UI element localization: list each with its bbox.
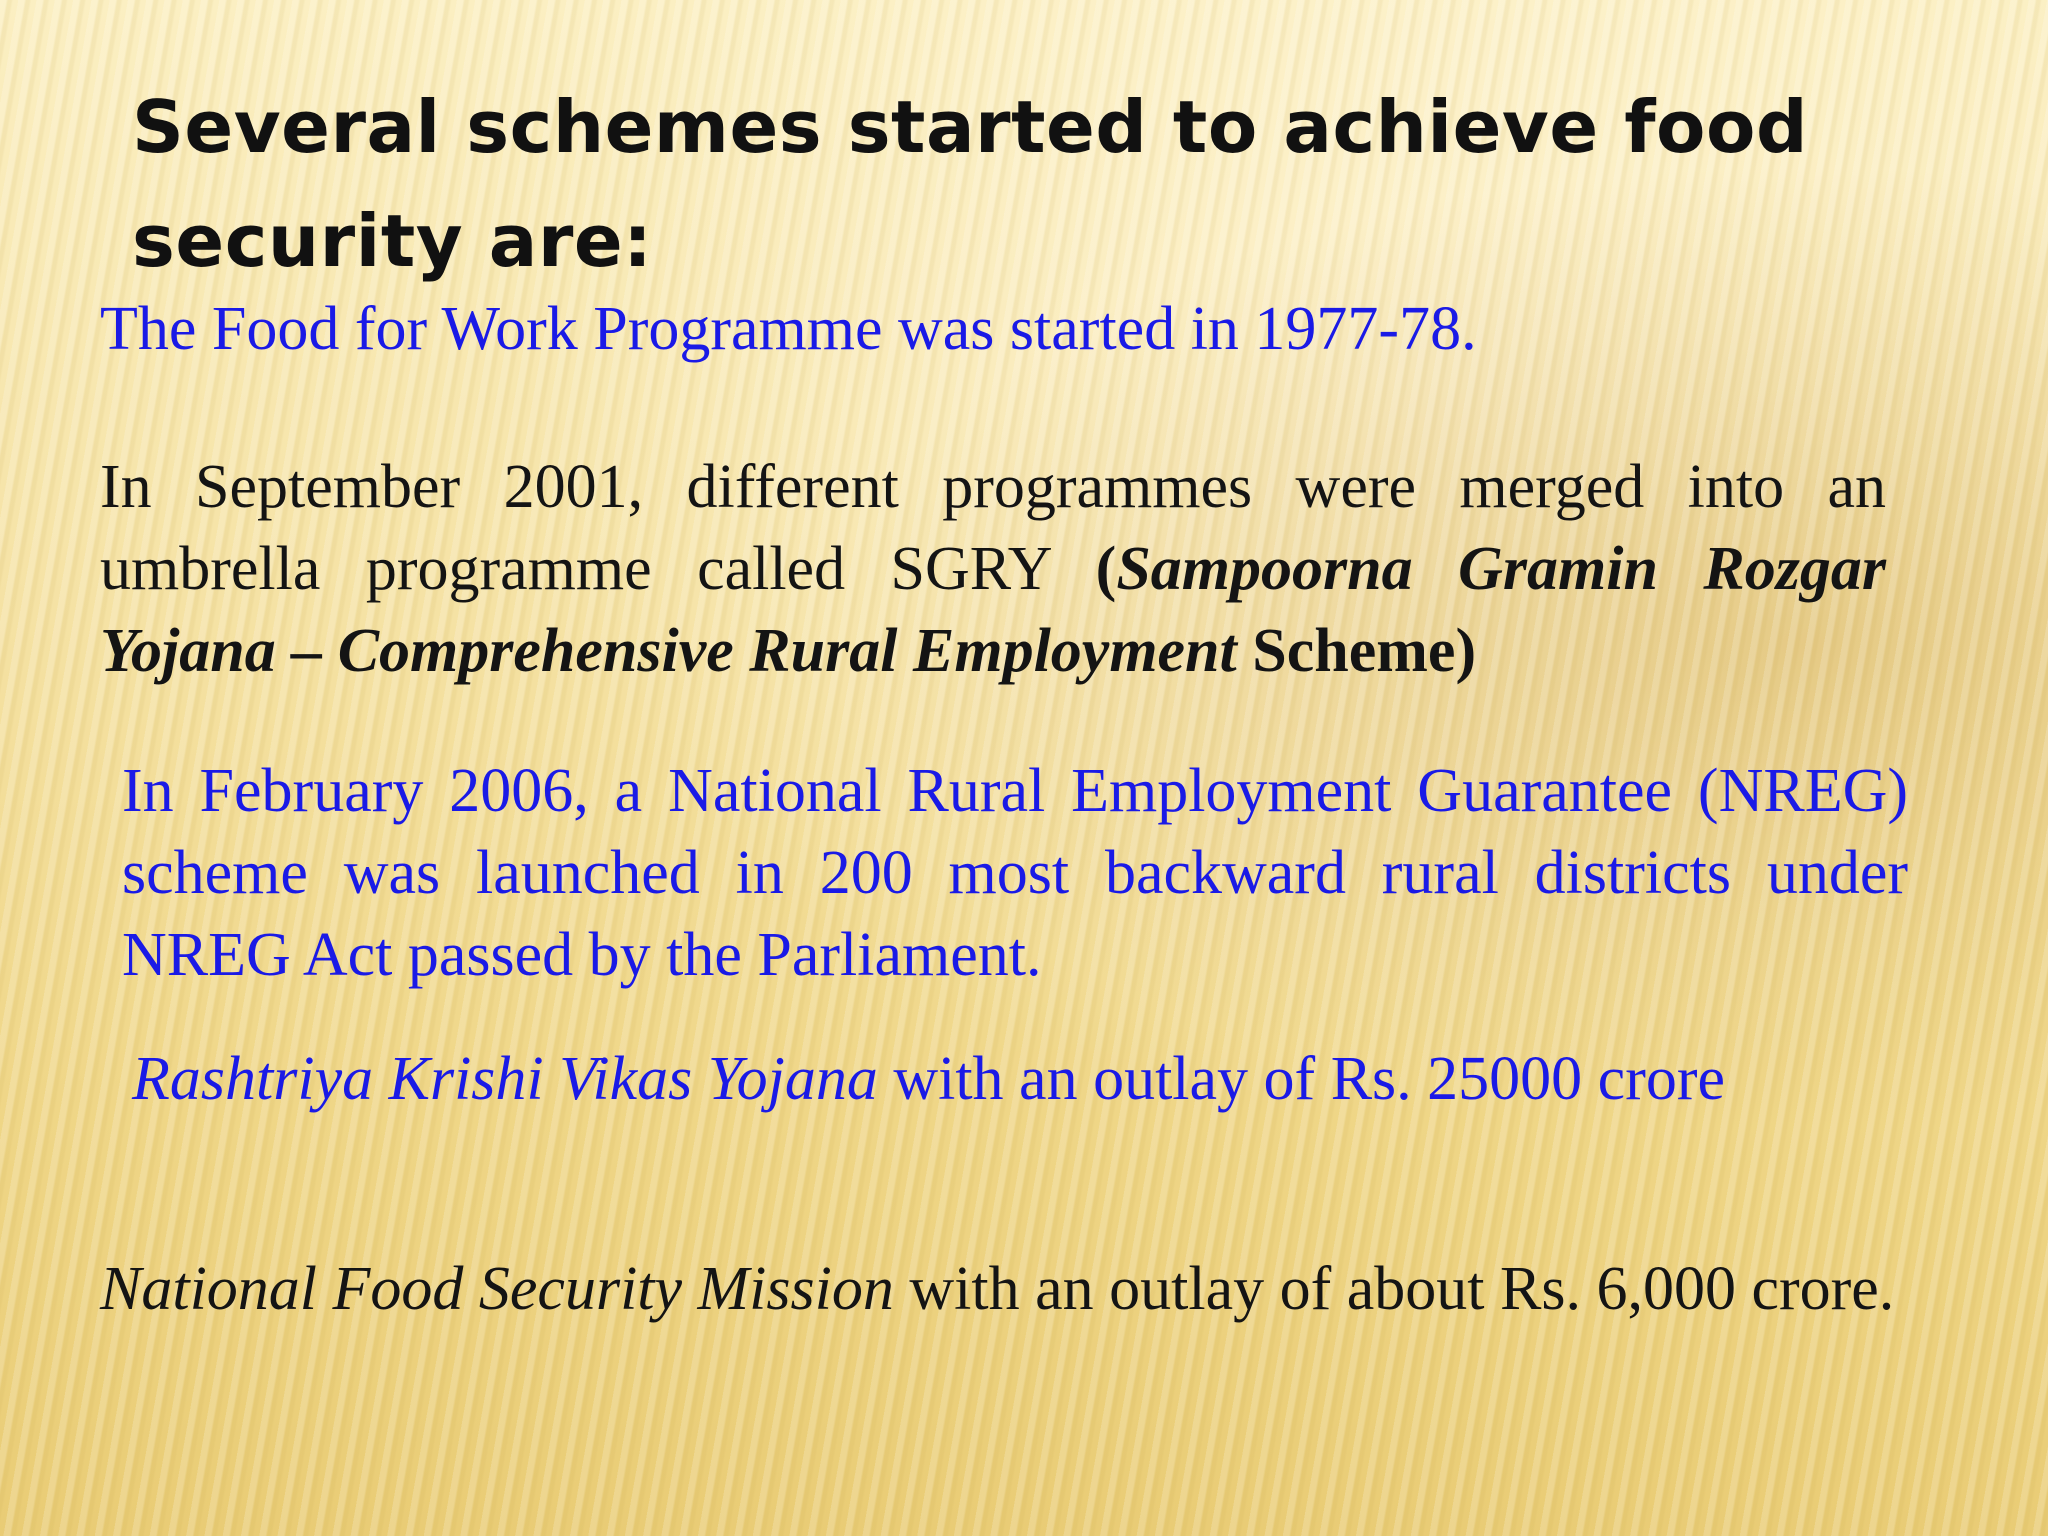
sgry-full-name: Sampoorna Gramin Rozgar Yojana – Comprehensive Rural Employment [100, 535, 1886, 685]
rkvy-paragraph [132, 1038, 1932, 1120]
food-for-work-paragraph [100, 288, 1900, 370]
nreg-paragraph [122, 750, 1908, 996]
nreg-text: In February 2006, a National Rural Employment Guarantee (NREG) scheme was launched in 200 most backward rural districts under NREG Act passed by the Parliament. [122, 757, 1908, 989]
sgry-open-paren: ( [1095, 535, 1117, 603]
rkvy-outlay-text: with an outlay of Rs. 25000 crore [877, 1045, 1725, 1113]
nfsm-outlay-text: with an outlay of about Rs. 6,000 crore. [893, 1255, 1895, 1323]
slide-title: Several schemes started to achieve food security are: [132, 85, 1809, 283]
rkvy-name: Rashtriya Krishi Vikas Yojana [132, 1045, 878, 1113]
sgry-paragraph [100, 446, 1886, 692]
sgry-intro-text: In September 2001, different programmes were merged into an umbrella programme called SGRY [100, 453, 1886, 603]
food-for-work-text: The Food for Work Programme was started in 1977-78. [100, 295, 1477, 363]
sgry-scheme-tail: Scheme) [1236, 617, 1477, 685]
nfsm-paragraph [100, 1248, 1900, 1330]
nfsm-name: National Food Security Mission [100, 1255, 894, 1323]
